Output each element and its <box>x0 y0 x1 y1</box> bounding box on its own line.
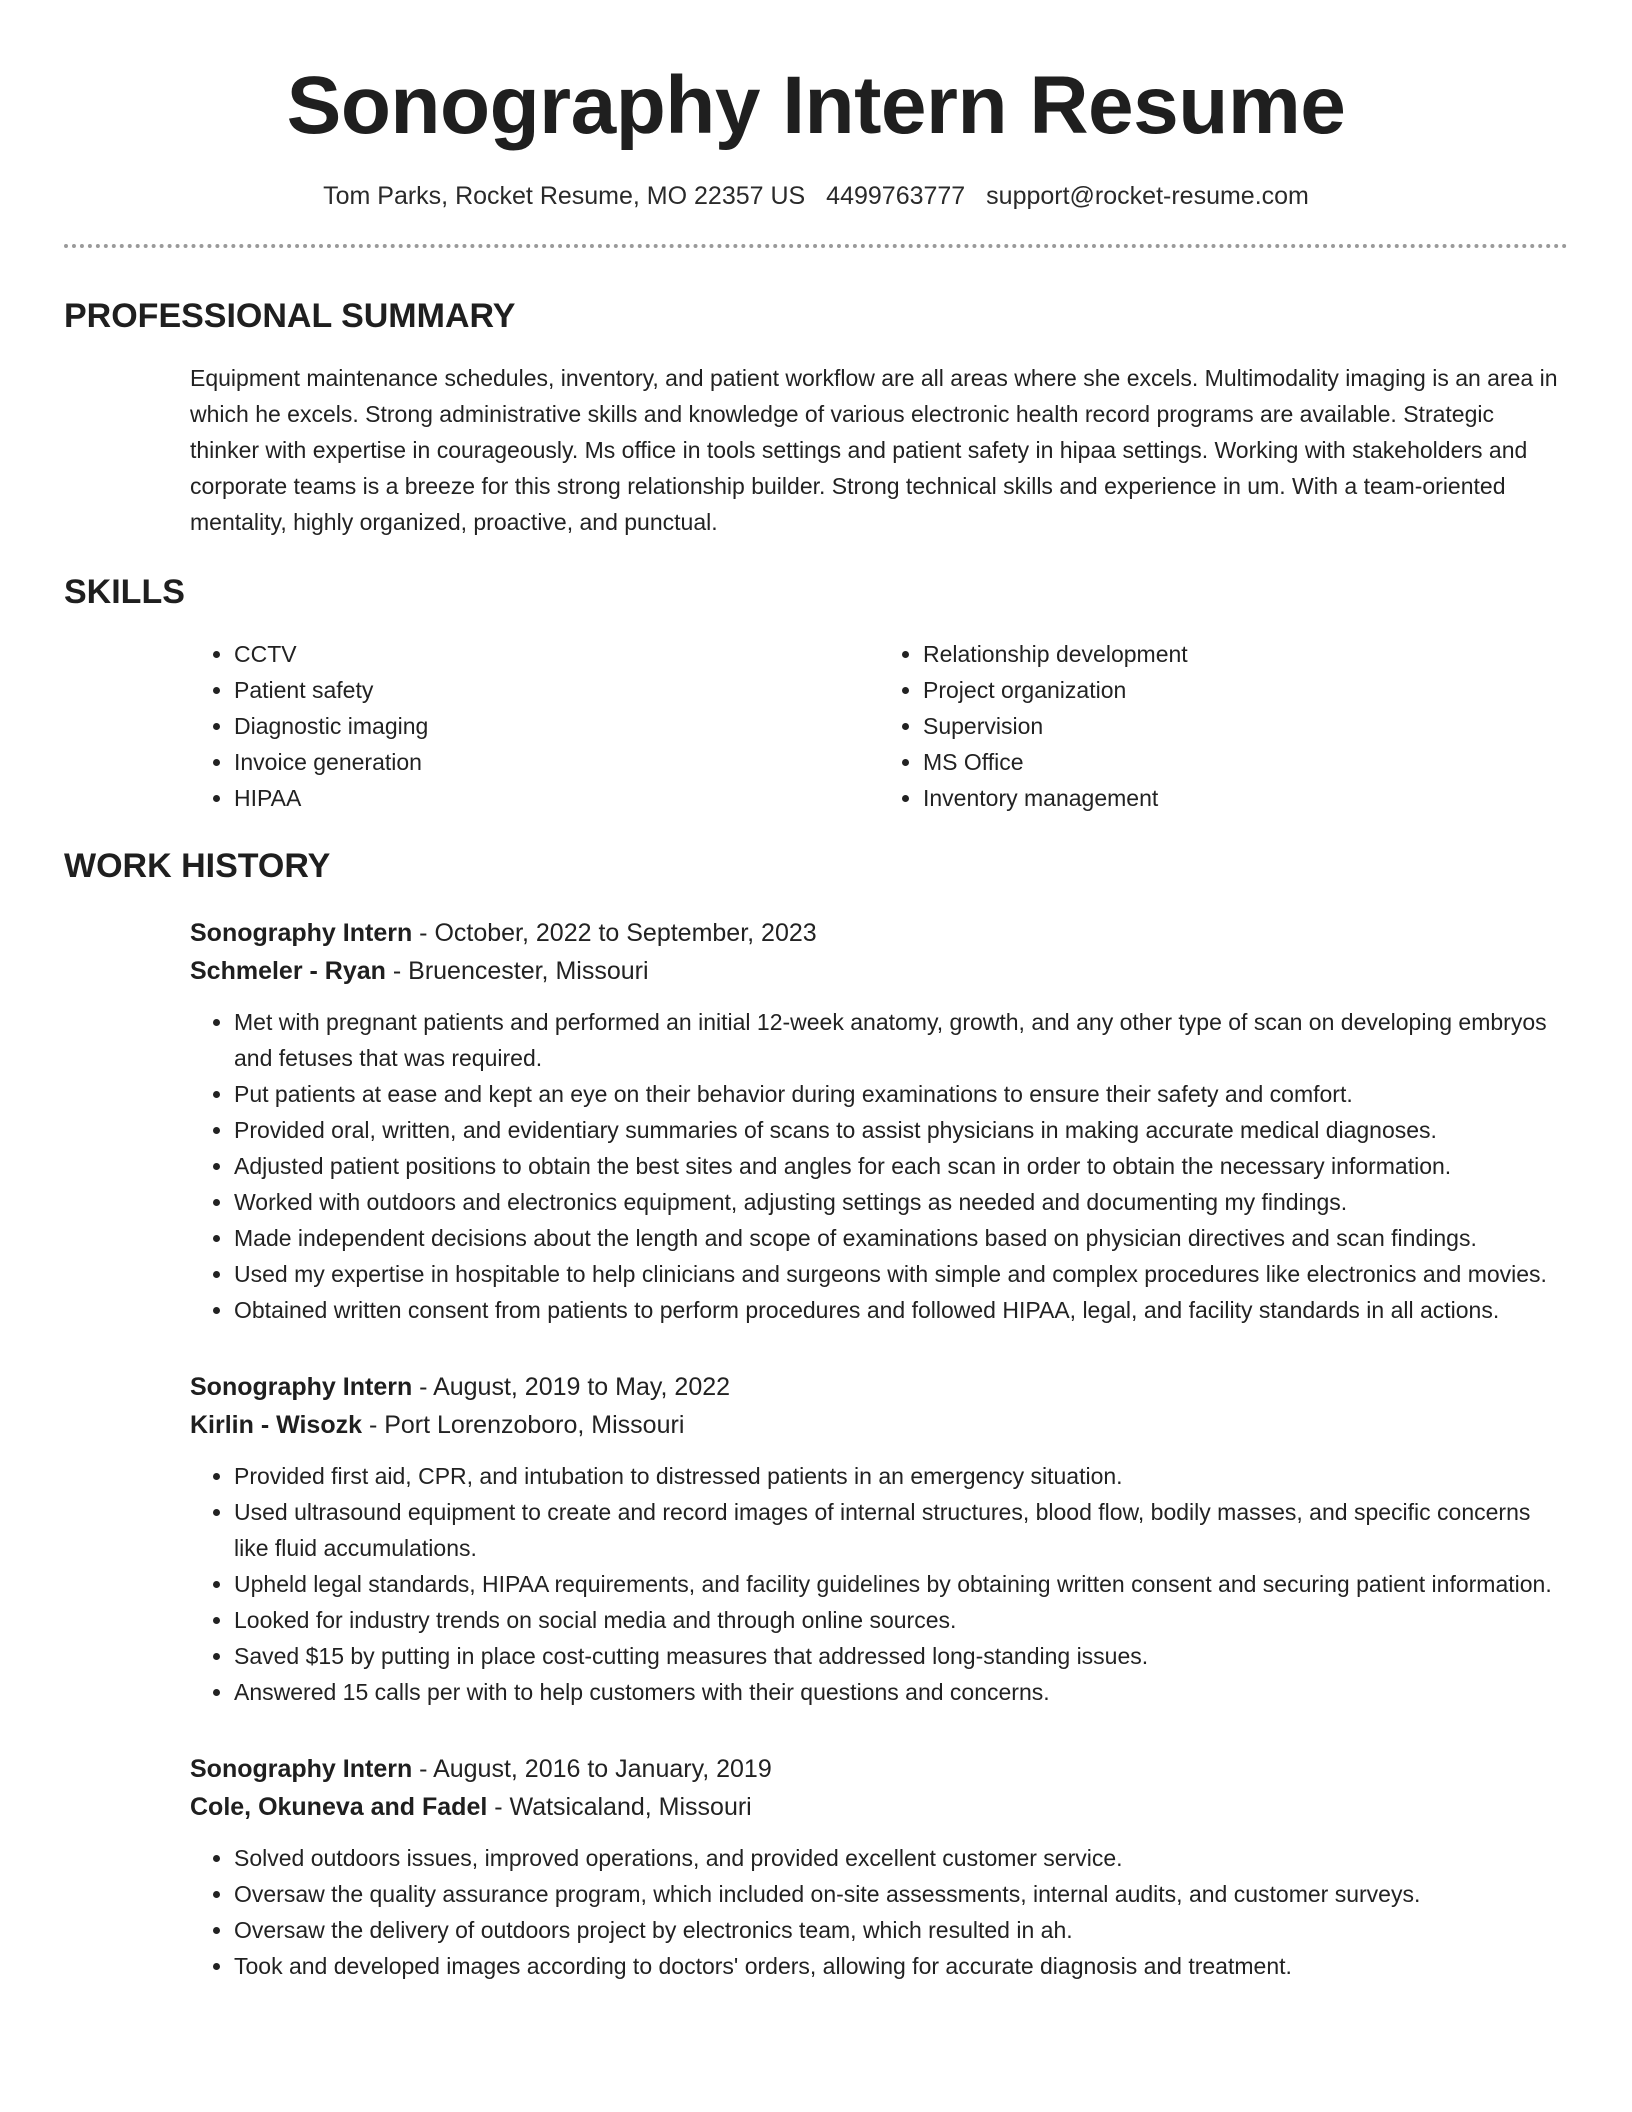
job-company-line <box>190 952 1568 990</box>
job-title: Sonography Intern <box>190 1755 413 1783</box>
skill-item: • Supervision <box>923 708 1568 744</box>
job-entry <box>190 1368 1568 1710</box>
job-company-line <box>190 1788 1568 1826</box>
job-bullet: • Used my expertise in hospitable to help clinicians and surgeons with simple and complex procedures like electronics and movies. <box>234 1256 1568 1292</box>
job-dates: - October, 2022 to September, 2023 <box>412 919 817 947</box>
skills-column-right <box>879 636 1568 816</box>
job-bullets <box>190 1004 1568 1328</box>
contact-line <box>0 180 1632 212</box>
work-history-heading: WORK HISTORY <box>64 847 331 885</box>
skills-grid <box>190 636 1568 816</box>
job-bullet: • Answered 15 calls per with to help customers with their questions and concerns. <box>234 1674 1568 1710</box>
skills-heading: SKILLS <box>64 573 185 611</box>
job-title: Sonography Intern <box>190 1373 413 1401</box>
contact-email: support@rocket-resume.com <box>986 182 1309 210</box>
skill-item: • Relationship development <box>923 636 1568 672</box>
contact-phone: 4499763777 <box>826 182 966 210</box>
job-bullet: • Took and developed images according to doctors' orders, allowing for accurate diagnosis and treatment. <box>234 1948 1568 1984</box>
job-bullet: • Adjusted patient positions to obtain the best sites and angles for each scan in order to obtain the necessary information. <box>234 1148 1568 1184</box>
resume-title: Sonography Intern Resume <box>286 60 1346 151</box>
job-company: Cole, Okuneva and Fadel <box>190 1793 488 1821</box>
job-location: - Watsicaland, Missouri <box>487 1793 752 1821</box>
job-bullets <box>190 1840 1568 1984</box>
job-bullet: • Oversaw the delivery of outdoors project by electronics team, which resulted in ah. <box>234 1912 1568 1948</box>
skill-item: • Patient safety <box>234 672 879 708</box>
skills-column-left <box>190 636 879 816</box>
job-entry <box>190 1750 1568 1984</box>
job-bullet: • Provided first aid, CPR, and intubation to distressed patients in an emergency situation. <box>234 1458 1568 1494</box>
job-bullet: • Put patients at ease and kept an eye on their behavior during examinations to ensure their safety and comfort. <box>234 1076 1568 1112</box>
skill-item: • Inventory management <box>923 780 1568 816</box>
job-bullet: • Saved $15 by putting in place cost-cutting measures that addressed long-standing issues. <box>234 1638 1568 1674</box>
job-bullet: • Provided oral, written, and evidentiary summaries of scans to assist physicians in making accurate medical diagnoses. <box>234 1112 1568 1148</box>
job-title-line <box>190 914 1568 952</box>
contact-address: Tom Parks, Rocket Resume, MO 22357 US <box>323 182 806 210</box>
skill-item: • Diagnostic imaging <box>234 708 879 744</box>
job-bullet: • Looked for industry trends on social media and through online sources. <box>234 1602 1568 1638</box>
job-bullet: • Worked with outdoors and electronics equipment, adjusting settings as needed and documenting my findings. <box>234 1184 1568 1220</box>
job-bullet: • Solved outdoors issues, improved operations, and provided excellent customer service. <box>234 1840 1568 1876</box>
header-divider <box>64 244 1568 248</box>
job-title-line <box>190 1368 1568 1406</box>
job-location: - Port Lorenzoboro, Missouri <box>362 1411 685 1439</box>
job-bullet: • Used ultrasound equipment to create and record images of internal structures, blood flow, bodily masses, and specific concerns like fluid accumulations. <box>234 1494 1568 1566</box>
job-bullet: • Obtained written consent from patients to perform procedures and followed HIPAA, legal, and facility standards in all actions. <box>234 1292 1568 1328</box>
summary-text: Equipment maintenance schedules, inventory, and patient workflow are all areas where she excels. Multimodality imaging is an area in which he excels. Strong administrative skills and knowledge of various electronic health record programs are available. Strategic thinker with expertise in courageously. Ms office in tools settings and patient safety in hipaa settings. Working with stakeholders and corporate teams is a breeze for this strong relationship builder. Strong technical skills and experience in um. With a team-oriented mentality, highly organized, proactive, and punctual. <box>190 365 1558 535</box>
job-title: Sonography Intern <box>190 919 413 947</box>
job-entry <box>190 914 1568 1328</box>
job-title-line <box>190 1750 1568 1788</box>
job-bullet: • Oversaw the quality assurance program, which included on-site assessments, internal audits, and customer surveys. <box>234 1876 1568 1912</box>
job-dates: - August, 2016 to January, 2019 <box>412 1755 772 1783</box>
job-bullet: • Made independent decisions about the length and scope of examinations based on physician directives and scan findings. <box>234 1220 1568 1256</box>
job-company-line <box>190 1406 1568 1444</box>
job-dates: - August, 2019 to May, 2022 <box>412 1373 731 1401</box>
summary-heading: PROFESSIONAL SUMMARY <box>64 297 516 335</box>
skill-item: • MS Office <box>923 744 1568 780</box>
job-location: - Bruencester, Missouri <box>385 957 649 985</box>
job-bullets <box>190 1458 1568 1710</box>
skill-item: • Project organization <box>923 672 1568 708</box>
job-bullet: • Met with pregnant patients and performed an initial 12-week anatomy, growth, and any other type of scan on developing embryos and fetuses that was required. <box>234 1004 1568 1076</box>
job-company: Schmeler - Ryan <box>190 957 386 985</box>
skill-item: • CCTV <box>234 636 879 672</box>
skill-item: • Invoice generation <box>234 744 879 780</box>
skill-item: • HIPAA <box>234 780 879 816</box>
job-bullet: • Upheld legal standards, HIPAA requirements, and facility guidelines by obtaining written consent and securing patient information. <box>234 1566 1568 1602</box>
job-company: Kirlin - Wisozk <box>190 1411 363 1439</box>
